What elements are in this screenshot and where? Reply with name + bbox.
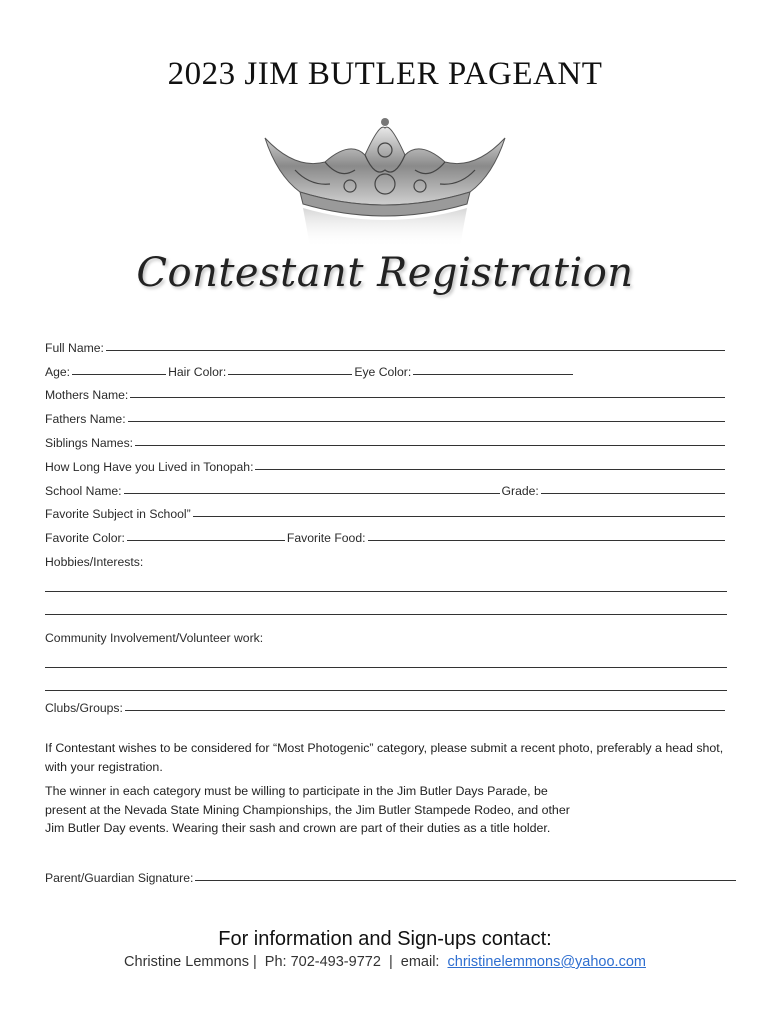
mothers-name-label: Mothers Name: <box>45 388 129 403</box>
contact-text: Christine Lemmons | Ph: 702-493-9772 | email: <box>124 954 448 970</box>
favorite-color-label: Favorite Color: <box>45 531 125 546</box>
winner-line-1: The winner in each category must be willing to participate in the Jim Butler Days Parade, be <box>45 784 548 798</box>
photogenic-note <box>45 739 725 776</box>
mothers-name-row <box>45 379 727 403</box>
grade-label: Grade: <box>501 483 539 498</box>
mothers-name-field[interactable] <box>130 397 725 398</box>
signature-field[interactable] <box>195 880 736 881</box>
winner-line-2: present at the Nevada State Mining Championships, the Jim Butler Stampede Rodeo, and other <box>45 802 570 817</box>
favorite-subject-field[interactable] <box>193 516 725 517</box>
winner-line-3: Jim Butler Day events. Wearing their sash and crown are part of their duties as a title holder. <box>45 821 551 835</box>
hobbies-row <box>45 545 727 569</box>
email-link[interactable]: christinelemmons@yahoo.com <box>447 954 646 970</box>
registration-form <box>45 331 727 715</box>
school-grade-row <box>45 474 727 498</box>
full-name-label: Full Name: <box>45 340 104 355</box>
favorite-subject-row <box>45 498 727 522</box>
how-long-row <box>45 450 727 474</box>
page-title: 2023 JIM BUTLER PAGEANT <box>167 56 603 92</box>
fathers-name-label: Fathers Name: <box>45 412 126 427</box>
fathers-name-field[interactable] <box>128 421 725 422</box>
hobbies-line-1[interactable] <box>45 591 727 592</box>
clubs-row <box>45 691 727 715</box>
footer-heading: For information and Sign-ups contact: <box>218 928 552 950</box>
favorite-color-food-row <box>45 521 727 545</box>
clubs-label: Clubs/Groups: <box>45 700 123 715</box>
grade-field[interactable] <box>541 493 725 494</box>
footer-contact <box>0 954 770 970</box>
eye-color-label: Eye Color: <box>354 364 412 379</box>
full-name-row <box>45 331 727 355</box>
favorite-subject-label: Favorite Subject in School” <box>45 507 191 522</box>
how-long-label: How Long Have you Lived in Tonopah: <box>45 459 254 474</box>
photogenic-text: If Contestant wishes to be considered for “Most Photogenic” category, please submit a recent photo, preferably a head shot, with your registration. <box>45 741 724 774</box>
full-name-field[interactable] <box>106 350 725 351</box>
signature-label: Parent/Guardian Signature: <box>45 871 194 885</box>
clubs-field[interactable] <box>125 710 725 711</box>
favorite-color-field[interactable] <box>127 540 285 541</box>
signature-row <box>45 871 738 885</box>
age-hair-eye-row <box>45 355 727 379</box>
school-name-label: School Name: <box>45 483 122 498</box>
siblings-names-row <box>45 426 727 450</box>
fathers-name-row <box>45 402 727 426</box>
eye-color-field[interactable] <box>413 374 573 375</box>
registration-heading: Contestant Registration <box>136 250 634 296</box>
favorite-food-field[interactable] <box>368 540 726 541</box>
how-long-field[interactable] <box>255 469 725 470</box>
hair-color-label: Hair Color: <box>168 364 227 379</box>
school-name-field[interactable] <box>124 493 500 494</box>
community-row <box>45 615 727 645</box>
siblings-names-label: Siblings Names: <box>45 435 134 450</box>
favorite-food-label: Favorite Food: <box>286 531 366 546</box>
hobbies-label: Hobbies/Interests: <box>45 554 144 569</box>
siblings-names-field[interactable] <box>135 445 725 446</box>
winner-duties-note <box>45 782 725 838</box>
community-line-1[interactable] <box>45 667 727 668</box>
crown-image <box>255 100 515 250</box>
age-field[interactable] <box>72 374 166 375</box>
age-label: Age: <box>45 364 71 379</box>
community-label: Community Involvement/Volunteer work: <box>45 630 264 645</box>
hair-color-field[interactable] <box>228 374 352 375</box>
